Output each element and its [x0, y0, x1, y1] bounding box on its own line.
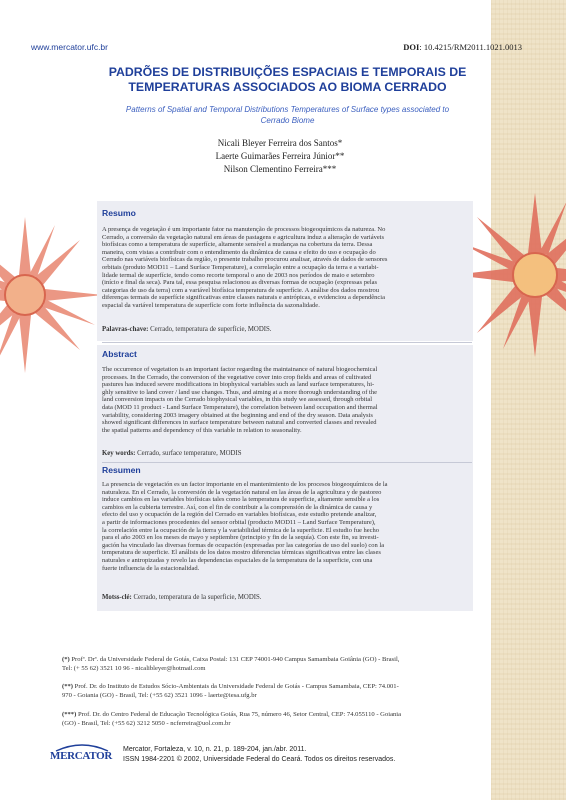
doi-prefix: DOI: [403, 42, 420, 52]
section-divider: [102, 342, 472, 343]
footnote-author-1: [62, 656, 505, 673]
resumen-line: fuerte influencia de la estacionalidad.: [102, 564, 200, 572]
journal-url-link[interactable]: www.mercator.ufc.br: [31, 42, 108, 52]
resumo-line: Cerrado, a conversão da vegetação natural em áreas de pastagens e agricultura induz a alteração de variáveis: [102, 233, 385, 241]
resumo-line: categorias de uso da terra) com a variável biofísica temperatura de superfície. A análise dos dados mostrou: [102, 286, 380, 294]
footnote-mark: (***): [62, 711, 77, 718]
resumen-line: naturaleza. En el Cerrado, la conversión de la vegetación natural en las áreas de la agricultura y de pastoreo: [102, 488, 382, 496]
resumo-keywords: [102, 326, 272, 333]
abstract-body: [102, 366, 468, 434]
resumen-line: efecto del uso y ocupación de la región del Cerrado en variables biofísicas, este estudio pretende analizar,: [102, 511, 377, 519]
resumo-line: A presença de vegetação é um importante fator na manutenção de processos biogeoquímicos da natureza. No: [102, 226, 386, 233]
section-divider: [102, 462, 472, 463]
subtitle-line-2: Cerrado Biome: [260, 116, 315, 125]
resumen-line: La presencia de vegetación es un factor importante en el mantenimiento de los procesos biogeoquímicos de la: [102, 481, 388, 488]
footnote-text: Prof. Dr. do Instituto de Estudos Sócio-Ambientais da Universidade Federal de Goiás - Campus Samambaia, CEP: 74.001-: [73, 683, 399, 690]
abstract-line: pastures has induced severe modifications in biophysical variables such as land surface temperatures, hi-: [102, 381, 375, 389]
abstract-keywords-value: Cerrado, surface temperature, MODIS: [135, 450, 242, 457]
resumen-keywords-value: Cerrado, temperatura de la superficie, MODIS.: [131, 594, 262, 601]
abstract-line: ghly sensitive to land cover / land use changes. Thus, and aiming at a more thorough understanding of the: [102, 388, 377, 396]
abstract-keywords: [102, 450, 242, 457]
resumen-line: naturales e antropizadas y revelo las dependencias espaciales de la temperatura de la superficie, con una: [102, 556, 373, 564]
citation-line-1: Mercator, Fortaleza, v. 10, n. 21, p. 189-204, jan./abr. 2011.: [123, 746, 307, 753]
resumo-heading: Resumo: [102, 208, 136, 218]
abstract-line: processes. In the Cerrado, the conversion of the vegetative cover into crop fields and areas of cultivated: [102, 373, 372, 381]
abstract-heading: Abstract: [102, 349, 137, 359]
resumo-line: orbitais (produto MOD11 – Land Surface Temperature), a correlação entre a ocupação da terra e a variabi-: [102, 263, 379, 271]
resumo-line: diferenças termais de superfície significativas entre classes naturais e antrópicas, e evidenciou a dependência: [102, 294, 385, 302]
resumen-keywords-label: Motss-clé:: [102, 594, 132, 601]
resumen-line: para el año 2003 en los meses de mayo y septiembre (principio y fin de la sequía). Con este fin, su investi-: [102, 534, 379, 542]
logo-wordmark: MERCATOR: [50, 750, 112, 762]
abstract-line: land conversion impacts on the Cerrado biophysical variables, in this study we assessed, through orbital: [102, 396, 373, 404]
citation-line-2: ISSN 1984-2201 © 2002, Universidade Federal do Ceará. Todos os direitos reservados.: [123, 756, 396, 763]
journal-citation: [123, 745, 395, 765]
title-line-2: TEMPERATURAS ASSOCIADOS AO BIOMA CERRADO: [128, 80, 447, 94]
footnote-mark: (*): [62, 656, 70, 663]
resumo-line: (início e final da seca). Para tal, essa pesquisa relacionou as diversas formas de ocupação (expressas pelas: [102, 279, 378, 287]
abstract-keywords-label: Key words:: [102, 450, 136, 457]
resumo-line: Cerrado nas variáveis biofísicas da região, o presente trabalho procurou analisar, através de dados de sensores: [102, 256, 388, 264]
article-title: [60, 65, 515, 95]
title-line-1: PADRÕES DE DISTRIBUIÇÕES ESPACIAIS E TEMPORAIS DE: [108, 65, 467, 79]
footnote-text: Prof. Dr. do Centro Federal de Educação Tecnológica Goiás, Rua 75, número 46, Setor Central, CEP: 74.055110 - Goiania: [76, 711, 402, 718]
resumo-body: [102, 226, 468, 310]
side-paper-texture: [491, 0, 566, 800]
resumen-line: cambios en la cubierta terrestre. Así, con el fin de contribuir a la comprensión de la dinámica de causa y: [102, 503, 373, 511]
resumen-line: induce cambios en las variables biofísicas tales como la temperatura de superficie, altamente sensible a los: [102, 496, 380, 504]
resumen-line: a partir de informaciones procedentes del sensor orbital (producto MOD11 – Land Surface Temperature),: [102, 518, 376, 526]
resumen-line: la correlación entre la ocupación de la tierra y la variabilidad térmica de la superficie. El estudio fue hecho: [102, 526, 380, 534]
doi-value: : 10.4215/RM2011.1021.0013: [419, 42, 522, 52]
resumo-line: lidade termal de superfície, tendo como recorte temporal o ano de 2003 nos períodos de maio e setembro: [102, 271, 375, 279]
abstract-line: variability, considering 2003 imagery obtained at the beginning and end of the dry season. Data analysis: [102, 411, 373, 419]
footnote-author-3: [62, 711, 505, 728]
abstract-line: the spatial patterns and dependency of this variable in relation to seasonality.: [102, 426, 302, 434]
resumen-line: temperatura de superficie. El análisis de los datos mostro diferencias térmicas significativas entre las clases: [102, 549, 381, 557]
resumo-keywords-value: Cerrado, temperatura de superfície, MODIS.: [148, 326, 272, 333]
abstract-line: showed significant differences in surface temperature between natural and converted classes and revealed: [102, 419, 377, 427]
author-1: Nicali Bleyer Ferreira dos Santos*: [217, 138, 343, 148]
resumen-body: [102, 481, 468, 572]
footnote-mark: (**): [62, 683, 73, 690]
resumo-line: espacial da variável temperatura de superfície com forte influência da sazonalidade.: [102, 301, 320, 309]
resumo-keywords-label: Palavras-chave:: [102, 326, 149, 333]
doi-label: [403, 42, 522, 52]
resumo-line: biofísicas como a temperatura de superfície, altamente sensível a mudanças na cobertura da terra. Dessa: [102, 241, 373, 249]
footnote-text: Profª. Drª. da Universidade Federal de Goiás, Caixa Postal: 131 CEP 74001-940 Campus Samambaia Goiânia (GO) - Brasil,: [69, 656, 400, 663]
mercator-logo: [50, 742, 114, 764]
resumo-line: maneira, com vistas a contribuir com o entendimento da dinâmica de causa e efeito do uso e ocupação do: [102, 248, 376, 256]
abstract-line: data (MOD 11 product - Land Surface Temperature), the correlation between land occupation and thermal: [102, 403, 378, 411]
sun-decoration-left: [0, 215, 105, 375]
footnote-author-2: [62, 683, 505, 700]
article-subtitle: [80, 104, 495, 126]
resumen-heading: Resumen: [102, 465, 141, 475]
abstract-line: The occurrence of vegetation is an important factor regarding the maintainance of natural biogeochemical: [102, 366, 378, 373]
footnote-text-2: (GO) - Brasil, Tel: (+55 62) 3212 5050 - ncferreira@uol.com.br: [62, 719, 231, 727]
footnote-text-2: 970 - Goiania (GO) - Brasil, Tel: (+55 62) 3521 1096 - laerte@iesa.ufg.br: [62, 691, 257, 699]
author-2: Laerte Guimarães Ferreira Júnior**: [215, 151, 345, 161]
footnote-text-2: Tel: (+ 55 62) 3521 10 96 - nicalibleyer@hotmail.com: [62, 664, 206, 672]
author-list: [120, 137, 440, 176]
author-3: Nilson Clementino Ferreira***: [223, 164, 337, 174]
resumen-line: gación ha vinculado las diversas formas de ocupación (expresadas por las categorías de uso del suelo) con la: [102, 541, 385, 549]
resumen-keywords: [102, 594, 262, 601]
subtitle-line-1: Patterns of Spatial and Temporal Distributions Temperatures of Surface types associated to: [125, 105, 450, 114]
